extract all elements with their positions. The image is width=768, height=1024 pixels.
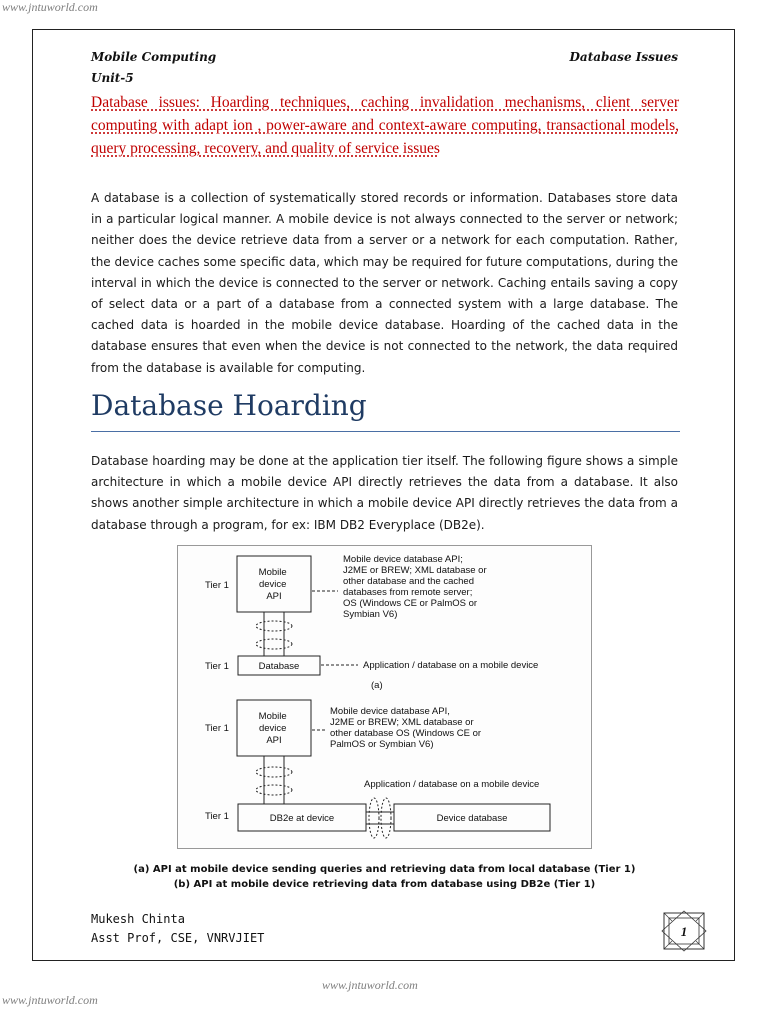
page-number-badge (660, 909, 708, 953)
figure-caption-a: (a) API at mobile device sending queries and retrieving data from local database (Tier 1) (133, 864, 636, 875)
watermark-bottom-left: www.jntuworld.com (2, 993, 98, 1007)
header-chapter-title: Database Issues (569, 50, 678, 64)
database-box-a-text: Database (258, 661, 300, 672)
header-course-title: Mobile Computing (91, 50, 217, 64)
connector-h-ellipse-left (369, 798, 379, 838)
api-note-a: Mobile device database API; J2ME or BREW; XML database or other database and the cached databases from remote server; OS (Windows CE or PalmOS or Symbian V6) (343, 554, 487, 620)
watermark-top: www.jntuworld.com (2, 0, 98, 14)
connector-h-ellipse-right (381, 798, 391, 838)
section-heading-rule (91, 431, 680, 432)
watermark-bottom-center: www.jntuworld.com (322, 978, 418, 992)
tier-label-a-db: Tier 1 (205, 661, 229, 672)
page-number: 1 (680, 924, 688, 939)
db2e-box-text: DB2e at device (269, 813, 335, 824)
section-heading: Database Hoarding (91, 389, 367, 422)
tier-label-b-db: Tier 1 (205, 811, 229, 822)
figure-part-label-a: (a) (371, 680, 383, 691)
connector-b-ellipse-top (256, 767, 292, 777)
hoarding-paragraph: Database hoarding may be done at the application tier itself. The following figure shows a simple architecture in which a mobile device API directly retrieves the data from a database. It also shows another simple architecture in which a mobile device API directly retrieves the data from a database through a program, for ex: IBM DB2 Everyplace (DB2e). (91, 454, 678, 532)
tier-label-b-api: Tier 1 (205, 723, 229, 734)
architecture-figure (177, 545, 592, 849)
figure-caption-b: (b) API at mobile device retrieving data from database using DB2e (Tier 1) (173, 879, 596, 890)
architecture-diagram (178, 546, 591, 848)
page-number-ornament (660, 909, 708, 953)
connector-a-ellipse-bottom (256, 639, 292, 649)
author-name: Mukesh Chinta (91, 912, 185, 926)
tier-label-a-api: Tier 1 (205, 580, 229, 591)
api-box-b-text: Mobile device API (258, 711, 287, 746)
device-database-box-text: Device database (436, 813, 508, 824)
connector-b-ellipse-bottom (256, 785, 292, 795)
api-box-a-text: Mobile device API (258, 567, 287, 602)
intro-paragraph: A database is a collection of systematically stored records or information. Databases store data in a particular logical manner. A mobile device is not always connected to the server or network; neither does the device retrieve data from a server or a network for each computation. Rather, the device caches some specific data, which may be required for future computations, during the interval in which the device is connected to the server or network. Caching entails saving a copy of select data or a part of a database from a connected system with a large database. The cached data is hoarded in the mobile device database. Hoarding of the cached data in the database ensures that even when the device is not connected to the network, the data required from the database is available for computing. (91, 191, 678, 375)
author-title: Asst Prof, CSE, VNRVJIET (91, 931, 265, 945)
header-unit: Unit-5 (91, 71, 134, 85)
connector-a-ellipse-top (256, 621, 292, 631)
app-note-b: Application / database on a mobile device (364, 779, 540, 790)
db-note-a: Application / database on a mobile device (363, 660, 539, 671)
topic-heading: Database issues: Hoarding techniques, caching invalidation mechanisms, client server computing with adapt ion , power-aware and context-aware computing, transactional models, query processing, recovery, and quality of service issues (91, 94, 679, 157)
api-note-b: Mobile device database API, J2ME or BREW; XML database or other database OS (Windows CE or PalmOS or Symbian V6) (330, 706, 482, 750)
